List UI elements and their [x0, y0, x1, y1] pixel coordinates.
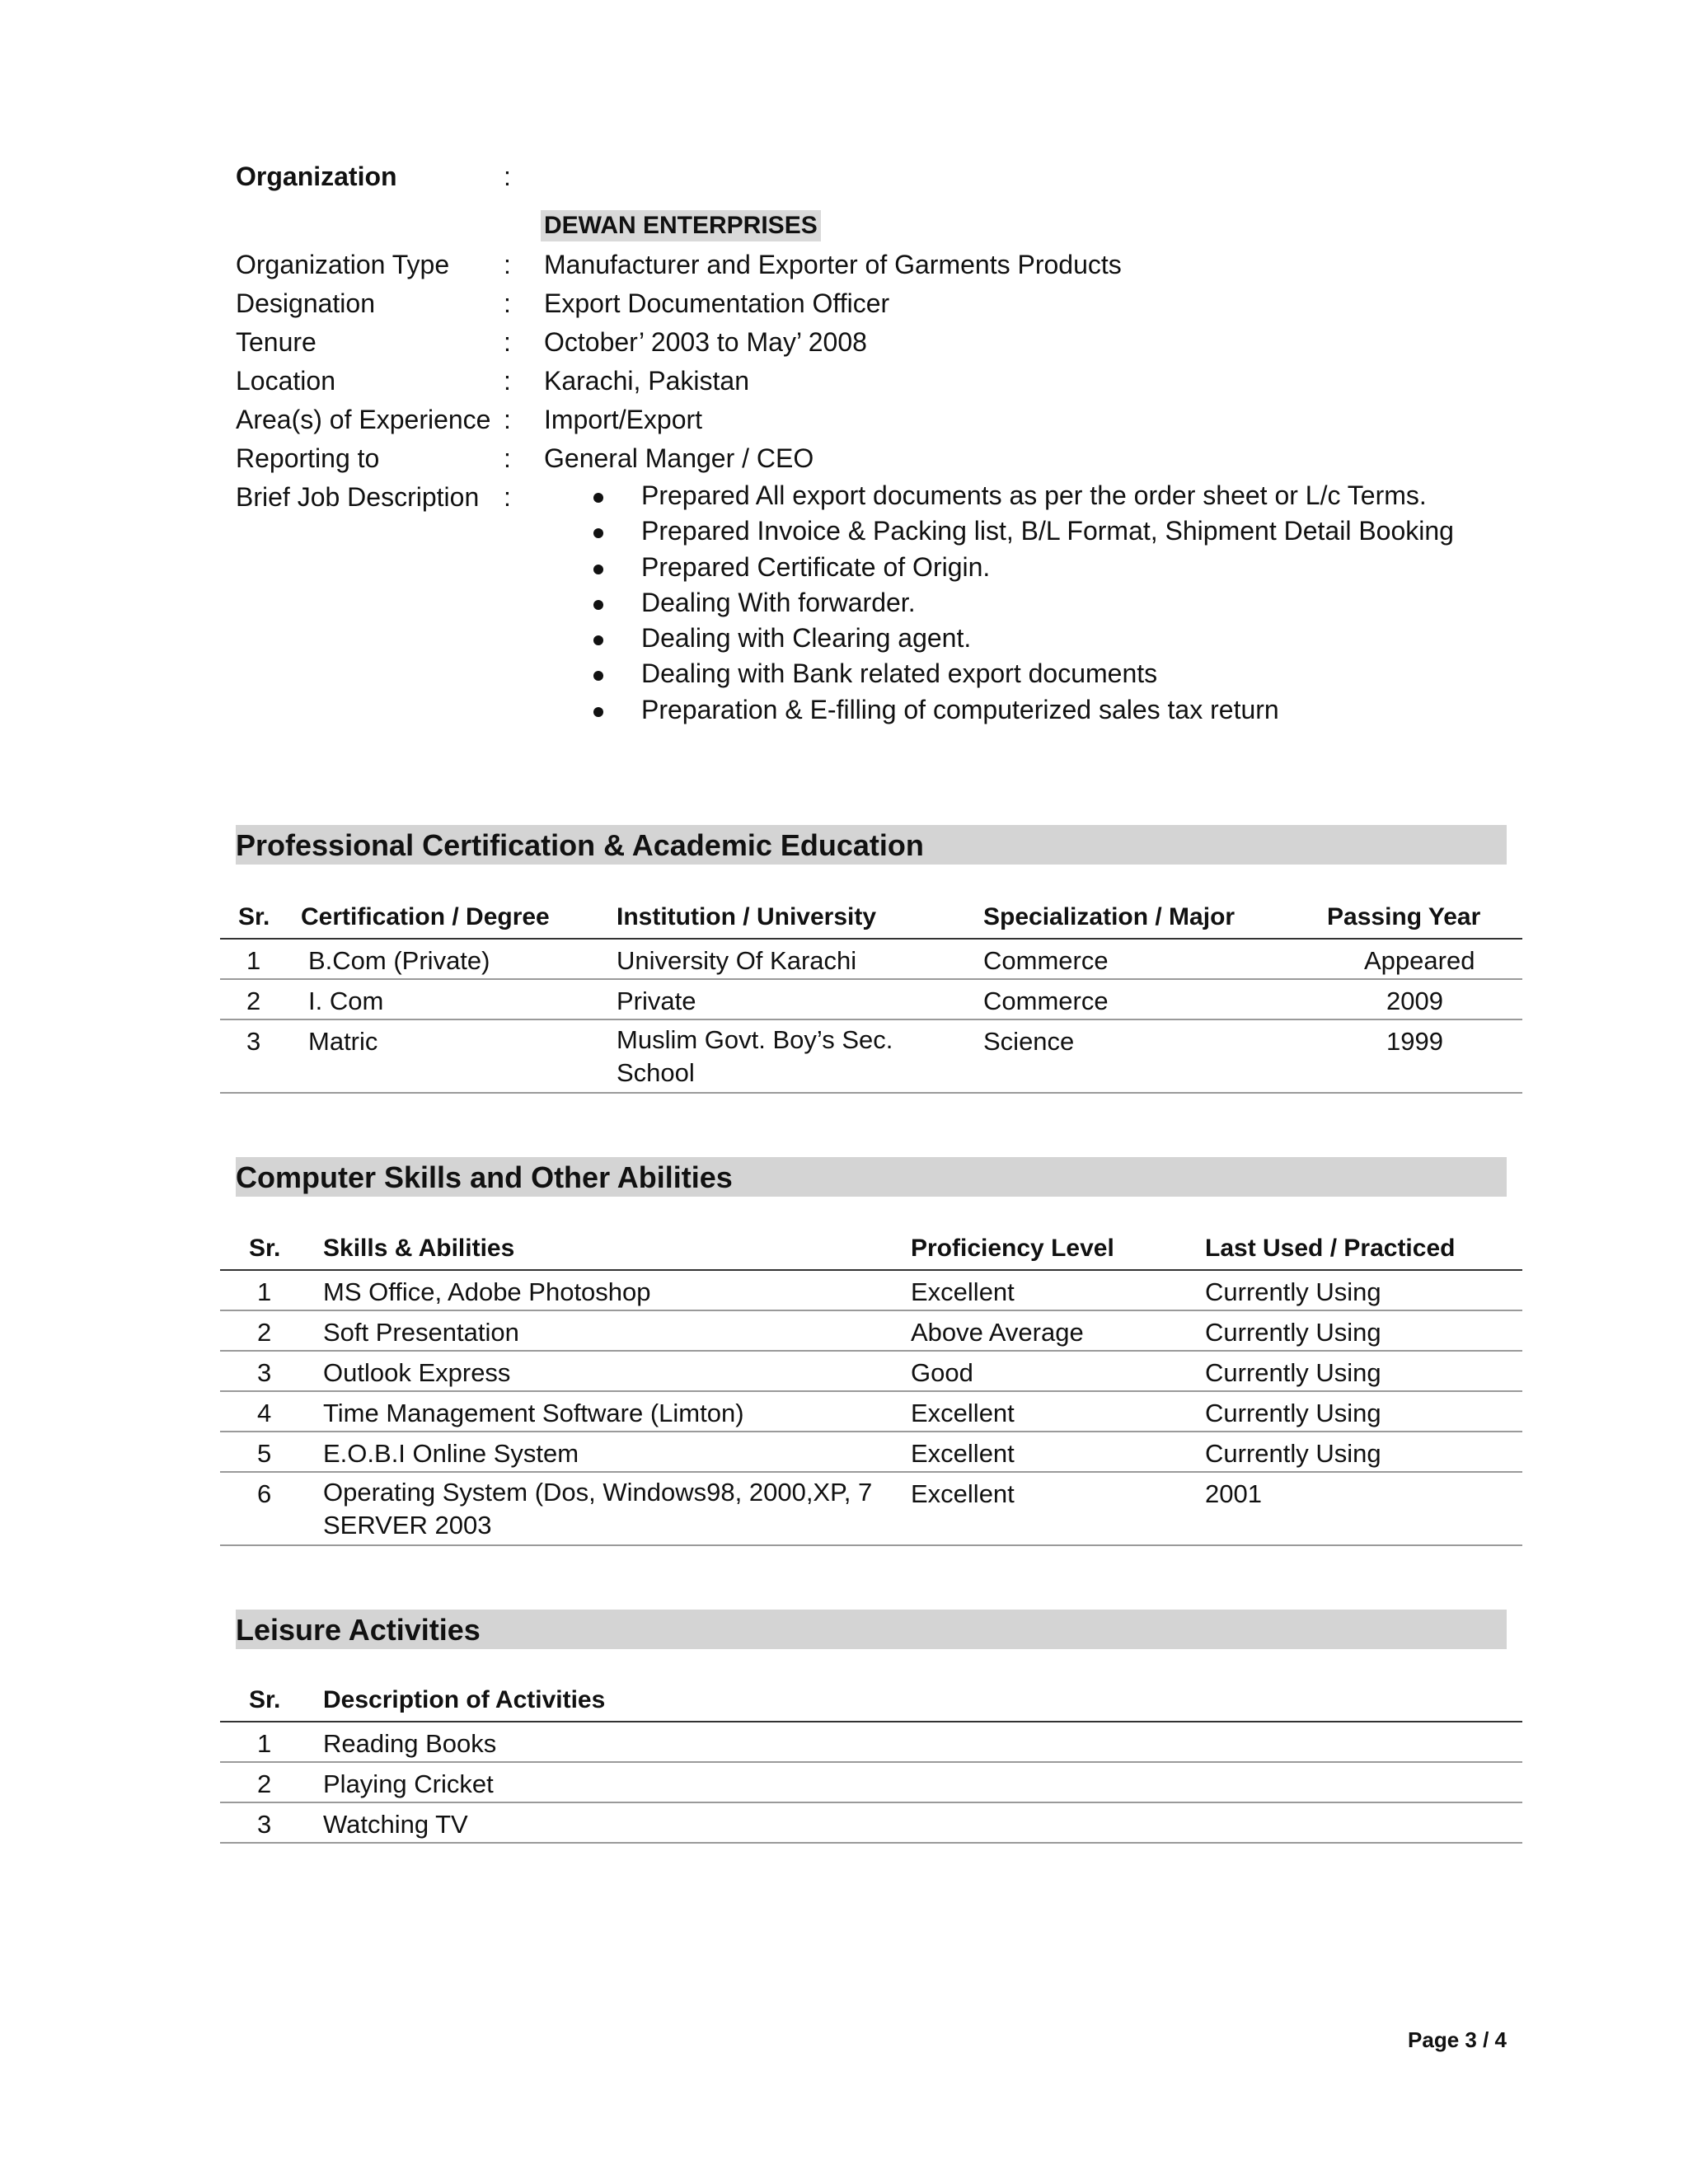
column-header: Passing Year	[1327, 903, 1481, 930]
colon: :	[504, 288, 511, 318]
table-row	[220, 1392, 1522, 1432]
bullet-icon	[593, 565, 603, 574]
activity-cell: Playing Cricket	[323, 1769, 494, 1798]
table-row	[220, 1020, 1522, 1094]
organization-name: DEWAN ENTERPRISES	[541, 210, 821, 241]
colon: :	[504, 482, 511, 512]
field-label: Location	[236, 366, 335, 396]
institution-cell: Muslim Govt. Boy’s Sec. School	[617, 1025, 893, 1087]
last-used-cell: Currently Using	[1205, 1399, 1381, 1427]
field-label: Area(s) of Experience	[236, 405, 491, 434]
table-header	[220, 1681, 1522, 1722]
field-value: Manufacturer and Exporter of Garments Products	[544, 250, 1122, 279]
table-row	[220, 1763, 1522, 1803]
colon: :	[504, 162, 511, 191]
passing-year-cell: 2009	[1386, 987, 1443, 1015]
sr-cell: 3	[257, 1358, 272, 1387]
activity-cell: Reading Books	[323, 1729, 497, 1758]
skill-cell: Operating System (Dos, Windows98, 2000,XP, 7 SERVER 2003	[323, 1478, 873, 1540]
degree-cell: Matric	[308, 1027, 378, 1056]
table-row	[220, 940, 1522, 980]
colon: :	[504, 366, 511, 396]
table-header	[220, 898, 1522, 940]
column-header: Institution / University	[617, 903, 877, 930]
section-title: Professional Certification & Academic Education	[236, 828, 924, 862]
column-header: Skills & Abilities	[323, 1235, 515, 1262]
column-header: Certification / Degree	[301, 903, 550, 930]
sr-cell: 5	[257, 1439, 272, 1468]
specialization-cell: Commerce	[983, 987, 1109, 1015]
field-label: Organization Type	[236, 250, 450, 279]
column-header: Last Used / Practiced	[1205, 1235, 1456, 1262]
specialization-cell: Commerce	[983, 946, 1109, 975]
field-row	[0, 405, 1688, 443]
bullet-icon	[593, 635, 603, 645]
field-row	[0, 250, 1688, 288]
specialization-cell: Science	[983, 1027, 1075, 1056]
column-header: Sr.	[249, 1235, 281, 1262]
sr-cell: 2	[257, 1318, 272, 1347]
sr-cell: 1	[257, 1277, 272, 1306]
degree-cell: I. Com	[308, 987, 384, 1015]
table-row	[220, 1473, 1522, 1546]
colon: :	[504, 405, 511, 434]
last-used-cell: Currently Using	[1205, 1277, 1381, 1306]
table-row	[220, 1432, 1522, 1473]
last-used-cell: Currently Using	[1205, 1318, 1381, 1347]
organization-label: Organization	[236, 162, 397, 191]
degree-cell: B.Com (Private)	[308, 946, 490, 975]
proficiency-cell: Excellent	[911, 1277, 1015, 1306]
proficiency-cell: Excellent	[911, 1399, 1015, 1427]
field-value: General Manger / CEO	[544, 443, 814, 473]
field-value: October’ 2003 to May’ 2008	[544, 327, 867, 357]
activity-cell: Watching TV	[323, 1810, 468, 1839]
sr-cell: 1	[257, 1729, 272, 1758]
field-row	[0, 327, 1688, 365]
proficiency-cell: Good	[911, 1358, 973, 1387]
sr-cell: 2	[257, 1769, 272, 1798]
list-item-text: Prepared All export documents as per the order sheet or L/c Terms.	[641, 480, 1427, 510]
column-header: Description of Activities	[323, 1686, 606, 1713]
sr-cell: 1	[246, 946, 261, 975]
bullet-icon	[593, 528, 603, 538]
field-value: Karachi, Pakistan	[544, 366, 750, 396]
last-used-cell: Currently Using	[1205, 1358, 1381, 1387]
field-value: Export Documentation Officer	[544, 288, 890, 318]
proficiency-cell: Above Average	[911, 1318, 1084, 1347]
table-row	[220, 980, 1522, 1020]
sr-cell: 4	[257, 1399, 272, 1427]
table-row	[220, 1722, 1522, 1763]
table-row	[220, 1352, 1522, 1392]
skill-cell: Outlook Express	[323, 1358, 511, 1387]
field-value: Import/Export	[544, 405, 703, 434]
skill-cell: E.O.B.I Online System	[323, 1439, 579, 1468]
skill-cell: Time Management Software (Limton)	[323, 1399, 744, 1427]
field-label: Designation	[236, 288, 375, 318]
column-header: Specialization / Major	[983, 903, 1236, 930]
list-item-text: Dealing with Clearing agent.	[641, 623, 972, 654]
leisure-table	[220, 1681, 1522, 1844]
page-number: Page 3 / 4	[1408, 2027, 1507, 2052]
skill-cell: Soft Presentation	[323, 1318, 519, 1347]
proficiency-cell: Excellent	[911, 1479, 1015, 1508]
column-header: Proficiency Level	[911, 1235, 1114, 1262]
section-header-leisure	[236, 1610, 1507, 1649]
field-row	[0, 288, 1688, 326]
field-row	[0, 366, 1688, 404]
institution-cell: University Of Karachi	[617, 946, 857, 975]
field-row	[0, 443, 1688, 481]
passing-year-cell: 1999	[1386, 1027, 1443, 1056]
list-item-text: Preparation & E-filling of computerized sales tax return	[641, 694, 1279, 724]
proficiency-cell: Excellent	[911, 1439, 1015, 1468]
skill-cell: MS Office, Adobe Photoshop	[323, 1277, 651, 1306]
section-header-skills	[236, 1157, 1507, 1197]
section-header-education	[236, 825, 1507, 865]
bullet-icon	[593, 671, 603, 681]
last-used-cell: Currently Using	[1205, 1439, 1381, 1468]
skills-table	[220, 1230, 1522, 1546]
section-title: Leisure Activities	[236, 1613, 481, 1647]
passing-year-cell: Appeared	[1364, 946, 1475, 975]
education-table	[220, 898, 1522, 1094]
bullet-icon	[593, 493, 603, 503]
bullet-icon	[593, 707, 603, 717]
list-item-text: Dealing With forwarder.	[641, 587, 916, 617]
column-header: Sr.	[238, 903, 270, 930]
colon: :	[504, 443, 511, 473]
sr-cell: 2	[246, 987, 261, 1015]
last-used-cell: 2001	[1205, 1479, 1262, 1508]
table-row	[220, 1803, 1522, 1844]
table-row	[220, 1311, 1522, 1352]
section-title: Computer Skills and Other Abilities	[236, 1160, 733, 1194]
organization-row	[0, 162, 1688, 199]
colon: :	[504, 327, 511, 357]
sr-cell: 6	[257, 1479, 272, 1508]
table-header	[220, 1230, 1522, 1271]
list-item-text: Dealing with Bank related export documents	[641, 658, 1158, 689]
colon: :	[504, 250, 511, 279]
sr-cell: 3	[246, 1027, 261, 1056]
bullet-icon	[593, 600, 603, 610]
field-label: Tenure	[236, 327, 316, 357]
field-label: Brief Job Description	[236, 482, 480, 512]
list-item-text: Prepared Invoice & Packing list, B/L Format, Shipment Detail Booking	[641, 516, 1454, 546]
institution-cell: Private	[617, 987, 696, 1015]
field-label: Reporting to	[236, 443, 380, 473]
column-header: Sr.	[249, 1686, 281, 1713]
list-item-text: Prepared Certificate of Origin.	[641, 551, 991, 582]
sr-cell: 3	[257, 1810, 272, 1839]
table-row	[220, 1271, 1522, 1311]
